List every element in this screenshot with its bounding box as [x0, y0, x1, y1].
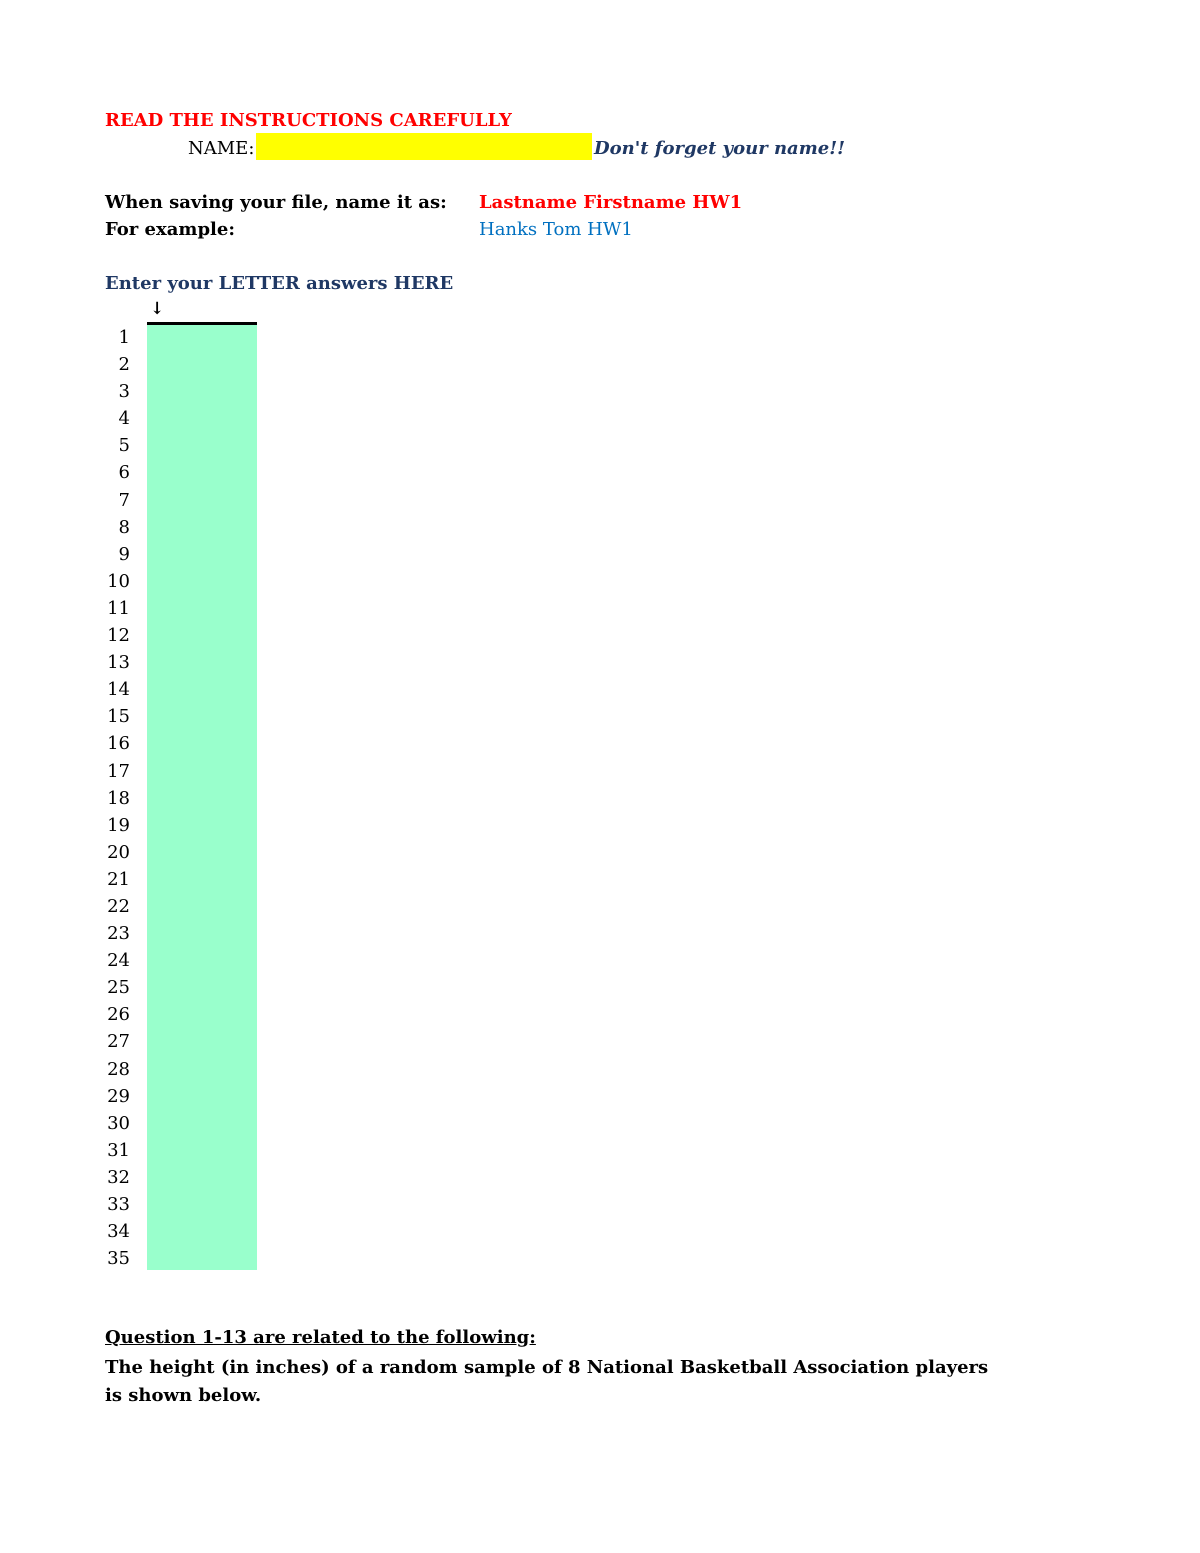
answer-row-number: 1 [118, 327, 130, 348]
answer-row-number: 10 [107, 570, 130, 592]
save-format-value: Lastname Firstname HW1 [479, 192, 743, 213]
answer-row-number: 4 [118, 408, 130, 430]
example-label: For example: [105, 219, 235, 240]
answer-row-number: 14 [107, 679, 130, 701]
arrow-down-icon: ↓ [150, 299, 165, 319]
answer-row-number: 7 [118, 489, 130, 511]
answer-row-number: 29 [107, 1085, 130, 1107]
name-field[interactable] [256, 133, 592, 160]
answer-row-number: 32 [107, 1166, 130, 1188]
question-section-body: The height (in inches) of a random sample of 8 National Basketball Association players is shown below. [105, 1357, 989, 1406]
answer-row-number: 26 [107, 1004, 130, 1026]
answer-row-number: 28 [107, 1058, 130, 1080]
name-label: NAME: [188, 138, 255, 159]
answer-row-number: 11 [107, 597, 130, 619]
answer-row-number: 15 [107, 706, 130, 728]
instructions-title: READ THE INSTRUCTIONS CAREFULLY [105, 110, 512, 131]
answer-row-number: 16 [107, 733, 130, 755]
answer-row-number: 5 [118, 435, 130, 457]
name-reminder: Don't forget your name!! [594, 138, 845, 159]
answer-row-number: 18 [107, 787, 130, 809]
answer-row-number: 31 [107, 1139, 130, 1161]
save-instruction-label: When saving your file, name it as: [105, 192, 447, 213]
answer-row-number: 24 [107, 950, 130, 972]
answer-row-number: 35 [107, 1248, 130, 1270]
answer-row-number: 17 [107, 760, 130, 782]
question-section-heading: Question 1-13 are related to the following: [105, 1327, 536, 1348]
answer-row-number: 22 [107, 895, 130, 917]
answer-row-number: 9 [118, 543, 130, 565]
answer-row-number: 30 [107, 1112, 130, 1134]
answer-row-number: 23 [107, 923, 130, 945]
answer-row-number: 19 [107, 814, 130, 836]
answer-row-number: 6 [118, 462, 130, 484]
answer-row-number: 12 [107, 625, 130, 647]
example-value: Hanks Tom HW1 [479, 219, 633, 240]
answer-row-number: 2 [118, 354, 130, 376]
answer-row-number: 21 [107, 868, 130, 890]
answers-heading: Enter your LETTER answers HERE [105, 273, 454, 294]
answer-column[interactable] [147, 322, 257, 1270]
answer-row-number: 27 [107, 1031, 130, 1053]
answer-row-number: 33 [107, 1194, 130, 1215]
answer-row-number: 13 [107, 652, 130, 674]
answer-row-number: 3 [118, 381, 130, 403]
answer-row-number: 25 [107, 977, 130, 999]
answer-row-numbers [90, 327, 130, 1275]
answer-row-number: 20 [107, 841, 130, 863]
answer-row-number: 8 [118, 516, 130, 538]
answer-row-number: 34 [107, 1221, 130, 1243]
